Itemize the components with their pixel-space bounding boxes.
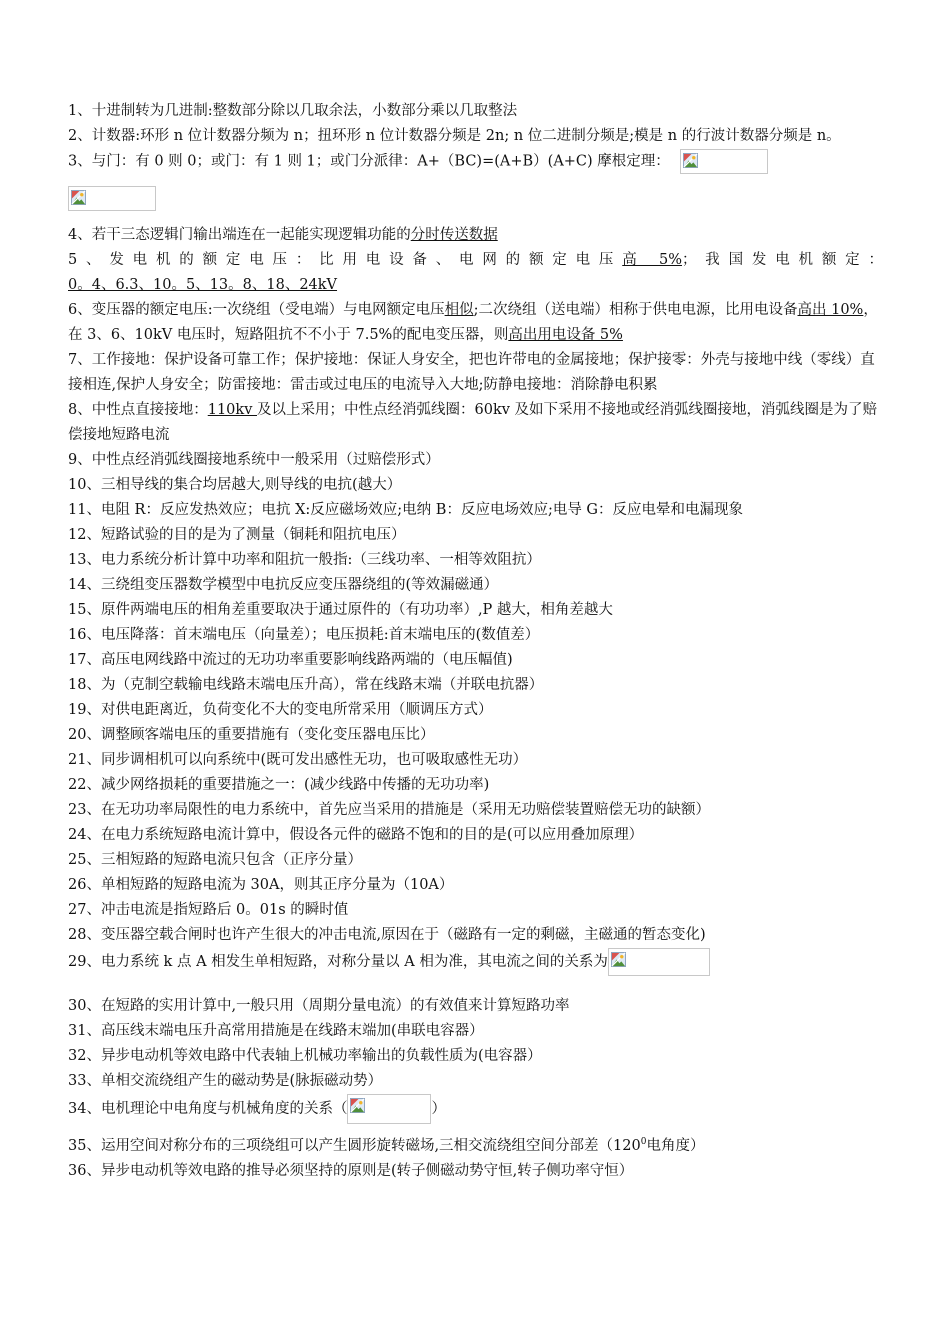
line-21: 21、同步调相机可以向系统中(既可发出感性无功，也可吸取感性无功） bbox=[68, 751, 528, 768]
line-26: 26、单相短路的短路电流为 30A，则其正序分量为（10A） bbox=[68, 876, 454, 893]
line-15: 15、原件两端电压的相角差重要取决于通过原件的（有功功率）,P 越大，相角差越大 bbox=[68, 601, 613, 618]
line-3-text: 3、与门：有 0 则 0；或门：有 1 则 1；或门分派律：A+（BC)=(A+B）(A+C) 摩根定理： bbox=[68, 153, 670, 170]
broken-image-icon bbox=[611, 952, 626, 967]
line-12: 12、短路试验的目的是为了测量（铜耗和阻抗电压） bbox=[68, 526, 406, 543]
line-33: 33、单相交流绕组产生的磁动势是(脉振磁动势） bbox=[68, 1072, 383, 1089]
line-36: 36、异步电动机等效电路的推导必须坚持的原则是(转子侧磁动势守恒,转子侧功率守恒） bbox=[68, 1162, 634, 1179]
broken-image-placeholder bbox=[347, 1094, 431, 1124]
line-24: 24、在电力系统短路电流计算中，假设各元件的磁路不饱和的目的是(可以应用叠加原理） bbox=[68, 826, 644, 843]
broken-image-placeholder bbox=[608, 948, 710, 976]
line-18: 18、为（克制空载输电线路末端电压升高），常在线路末端（并联电抗器） bbox=[68, 676, 544, 693]
line-5a: 5、发电机的额定电压：比用电设备、电网的额定电压高 5%；我国发电机额定： bbox=[68, 251, 883, 268]
line-2: 2、计数器:环形 n 位计数器分频为 n；扭环形 n 位计数器分频是 2n; n 位二进制分频是;模是 n 的行波计数器分频是 n。 bbox=[68, 128, 841, 144]
line-17: 17、高压电网线路中流过的无功功率重要影响线路两端的（电压幅值) bbox=[68, 651, 513, 668]
line-32: 32、异步电动机等效电路中代表轴上机械功率输出的负载性质为(电容器） bbox=[68, 1047, 542, 1064]
line-13: 13、电力系统分析计算中功率和阻抗一般指:（三线功率、一相等效阻抗） bbox=[68, 551, 541, 568]
line-19: 19、对供电距离近，负荷变化不大的变电所常采用（顺调压方式） bbox=[68, 701, 493, 718]
line-31: 31、高压线末端电压升高常用措施是在线路末端加(串联电容器） bbox=[68, 1022, 484, 1039]
line-30: 30、在短路的实用计算中,一般只用（周期分量电流）的有效值来计算短路功率 bbox=[68, 997, 570, 1014]
line-20: 20、调整顾客端电压的重要措施有（变化变压器电压比） bbox=[68, 726, 435, 743]
broken-image-placeholder bbox=[680, 149, 768, 174]
line-5b: 0。4、6.3、10。5、13。8、18、24kV bbox=[68, 276, 338, 293]
line-3 bbox=[68, 149, 883, 175]
line-11: 11、电阻 R：反应发热效应；电抗 X:反应磁场效应;电纳 B：反应电场效应;电导 G：反应电晕和电漏现象 bbox=[68, 501, 744, 518]
line-1: 1、十进制转为几进制:整数部分除以几取余法，小数部分乘以几取整法 bbox=[68, 103, 518, 119]
formula-image-row bbox=[68, 175, 883, 223]
broken-image-icon bbox=[683, 153, 698, 168]
line-6: 6、变压器的额定电压:一次绕组（受电端）与电网额定电压相似;二次绕组（送电端）相称于供电电源，比用电设备高出 10%，在 3、6、10kV 电压时，短路阻抗不不小于 7.5%的配电变压器，则高出用电设备 5% bbox=[68, 301, 878, 343]
line-7: 7、工作接地：保护设备可靠工作；保护接地：保证人身安全，把也许带电的金属接地；保护接零：外壳与接地中线（零线）直接相连,保护人身安全；防雷接地：雷击或过电压的电流导入大地;防静电接地：消除静电积累 bbox=[68, 351, 875, 393]
line-14: 14、三绕组变压器数学模型中电抗反应变压器绕组的(等效漏磁通） bbox=[68, 576, 499, 593]
line-28: 28、变压器空载合闸时也许产生很大的冲击电流,原因在于（磁路有一定的剩磁，主磁通的暂态变化) bbox=[68, 926, 706, 943]
line-22: 22、减少网络损耗的重要措施之一：(减少线路中传播的无功功率) bbox=[68, 776, 490, 793]
line-35: 35、运用空间对称分布的三项绕组可以产生圆形旋转磁场,三相交流绕组空间分部差（$120^0$电角度） bbox=[68, 1136, 705, 1154]
line-25: 25、三相短路的短路电流只包含（正序分量） bbox=[68, 851, 362, 868]
line-34: 34、电机理论中电角度与机械角度的关系（ ） bbox=[68, 1094, 883, 1124]
broken-image-icon bbox=[71, 190, 86, 205]
line-10: 10、三相导线的集合均居越大,则导线的电抗(越大） bbox=[68, 476, 402, 493]
document-body bbox=[68, 99, 883, 1184]
line-23: 23、在无功功率局限性的电力系统中，首先应当采用的措施是（采用无功赔偿装置赔偿无功的缺额） bbox=[68, 801, 710, 818]
line-29: 29、电力系统 k 点 A 相发生单相短路，对称分量以 A 相为准，其电流之间的关系为 bbox=[68, 948, 883, 976]
broken-image-placeholder bbox=[68, 186, 156, 211]
line-8: 8、中性点直接接地：110kv 及以上采用；中性点经消弧线圈：60kv 及如下采用不接地或经消弧线圈接地，消弧线圈是为了赔偿接地短路电流 bbox=[68, 401, 878, 443]
line-16: 16、电压降落：首末端电压（向量差）；电压损耗:首末端电压的(数值差） bbox=[68, 626, 540, 643]
line-9: 9、中性点经消弧线圈接地系统中一般采用（过赔偿形式） bbox=[68, 451, 440, 468]
line-27: 27、冲击电流是指短路后 0。01s 的瞬时值 bbox=[68, 901, 349, 918]
broken-image-icon bbox=[350, 1098, 365, 1113]
line-4: 4、若干三态逻辑门输出端连在一起能实现逻辑功能的分时传送数据 bbox=[68, 226, 498, 243]
